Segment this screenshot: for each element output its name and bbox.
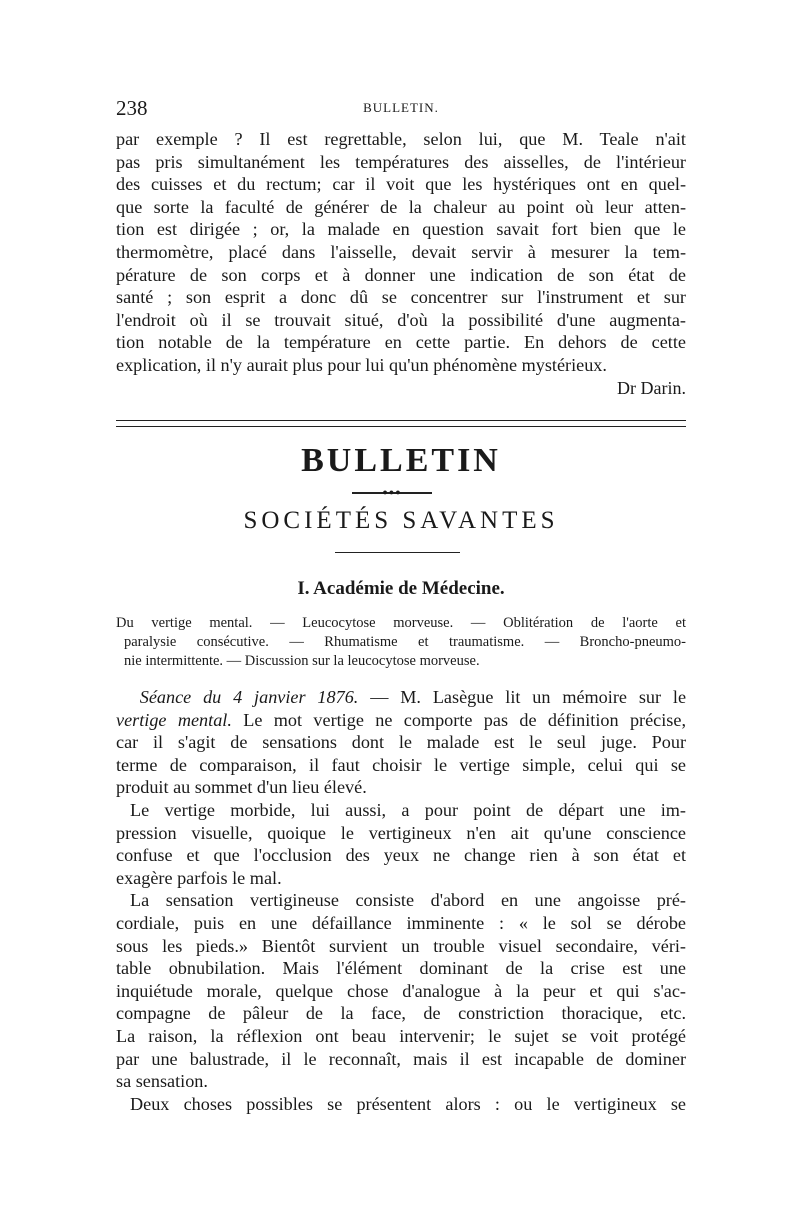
seance-date: Séance du 4 janvier 1876. xyxy=(139,687,359,707)
ornament-dots: ●●● xyxy=(382,487,402,497)
page-number: 238 xyxy=(116,96,148,120)
section-heading: I. Académie de Médecine. xyxy=(297,578,505,599)
text-line: tion est dirigée ; or, la malade en question savait fort bien que le xyxy=(116,219,686,240)
ornament-rule xyxy=(352,487,432,497)
text-line: l'endroit où il se trouvait situé, d'où la possibilité d'une augmenta- xyxy=(116,309,686,330)
text-line: pérature de son corps et à donner une indication de son état de xyxy=(116,264,686,285)
seance-rest: Le mot vertige ne comporte pas de définition précise, xyxy=(231,709,686,730)
text-line: terme de comparaison, il faut choisir le vertige simple, celui qui se xyxy=(116,754,686,775)
text-line: Deux choses possibles se présentent alors : ou le vertigineux se xyxy=(130,1093,686,1114)
text-line: produit au sommet d'un lieu élevé. xyxy=(116,777,367,798)
bulletin-title: BULLETIN xyxy=(301,442,501,479)
seance-lead: — M. Lasègue lit un mémoire sur le xyxy=(358,687,687,707)
running-title: BULLETIN. xyxy=(363,100,439,115)
text-line: sa sensation. xyxy=(116,1071,208,1092)
intro-paragraph xyxy=(116,128,686,377)
short-rule xyxy=(335,552,460,553)
text-line: confuse et que l'occlusion des yeux ne change rien à son état et xyxy=(116,845,686,866)
text-line: La raison, la réflexion ont beau intervenir; le sujet se voit protégé xyxy=(116,1025,686,1046)
seance-line xyxy=(116,686,686,709)
text-line: par exemple ? Il est regrettable, selon lui, que M. Teale n'ait xyxy=(116,129,686,149)
text-line: Le vertige morbide, lui aussi, a pour point de départ une im- xyxy=(130,799,686,820)
text-line: inquiétude morale, quelque chose d'analogue à la peur et qui s'ac- xyxy=(116,980,686,1001)
text-line: sous les pieds.» Bientôt survient un trouble visuel secondaire, véri- xyxy=(116,935,686,956)
page-header xyxy=(116,96,686,120)
text-line: pression visuelle, quoique le vertigineux n'en ait qu'une conscience xyxy=(116,822,686,843)
text-line: santé ; son esprit a donc dû se concentrer sur l'instrument et sur xyxy=(116,287,686,308)
summary-line: nie intermittente. — Discussion sur la leucocytose morveuse. xyxy=(124,653,480,669)
summary-line: Du vertige mental. — Leucocytose morveuse. — Oblitération de l'aorte et xyxy=(116,615,686,631)
text-line: car il s'agit de sensations dont le malade est le seul juge. Pour xyxy=(116,732,686,753)
text-line: par une balustrade, il le reconnaît, mais il est incapable de dominer xyxy=(116,1048,686,1069)
text-line: des cuisses et du rectum; car il voit que les hystériques ont en quel- xyxy=(116,174,686,195)
text-line: cordiale, puis en une défaillance imminente : « le sol se dérobe xyxy=(116,912,686,933)
seance-topic: vertige mental. xyxy=(116,709,232,730)
double-rule-bottom xyxy=(116,426,686,427)
signature: Dr Darin. xyxy=(617,378,686,398)
summary-line: paralysie consécutive. — Rhumatisme et traumatisme. — Broncho-pneumo- xyxy=(124,634,686,650)
text-line: La sensation vertigineuse consiste d'abord en une angoisse pré- xyxy=(130,890,686,911)
text-line: pas pris simultanément les températures des aisselles, de l'intérieur xyxy=(116,151,686,172)
section-summary xyxy=(116,614,686,671)
text-line: tion notable de la température en cette partie. En dehors de cette xyxy=(116,332,686,353)
text-line: que sorte la faculté de générer de la chaleur au point où leur atten- xyxy=(116,196,686,217)
double-rule-top xyxy=(116,420,686,421)
text-line: compagne de pâleur de la face, de constriction thoracique, etc. xyxy=(116,1003,686,1024)
text-line: exagère parfois le mal. xyxy=(116,867,282,888)
text-line: thermomètre, placé dans l'aisselle, devait servir à mesurer la tem- xyxy=(116,241,686,262)
text-line: table obnubilation. Mais l'élément dominant de la crise est une xyxy=(116,958,686,979)
main-paragraphs xyxy=(116,686,686,1115)
societes-title: SOCIÉTÉS SAVANTES xyxy=(243,507,559,534)
text-line: explication, il n'y aurait plus pour lui qu'un phénomène mystérieux. xyxy=(116,354,607,375)
seance-topic-line xyxy=(116,709,686,732)
